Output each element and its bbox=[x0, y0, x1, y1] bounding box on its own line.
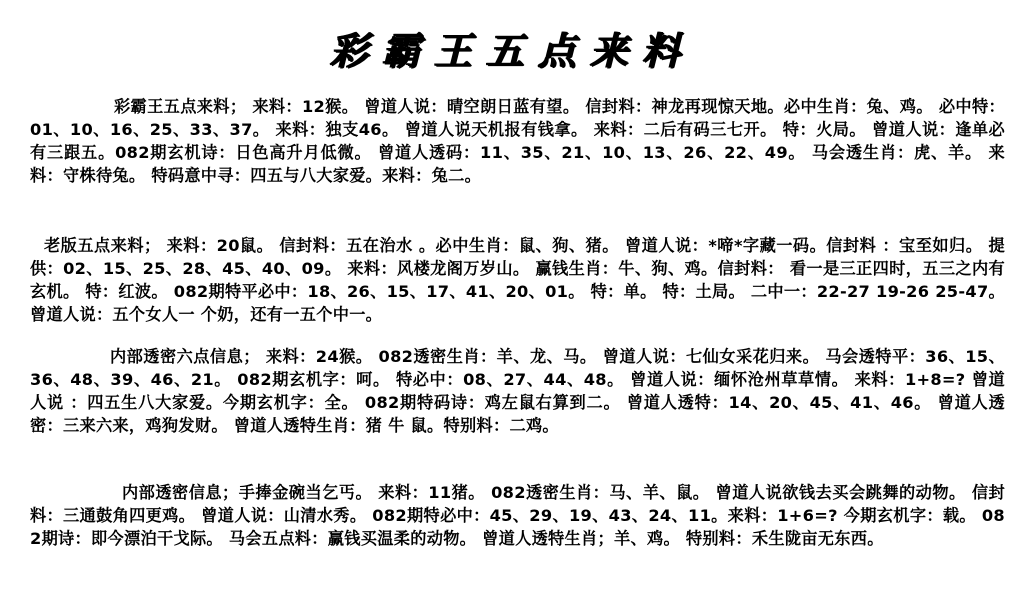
section-neibu-six bbox=[30, 345, 1005, 437]
page-title: 彩霸王五点来料 bbox=[329, 28, 694, 73]
section-paragraph: 内部透密信息；手捧金碗当乞丐。 来料：11猪。 082透密生肖：马、羊、鼠。 曾道人说欲钱去买会跳舞的动物。 信封料：三通鼓角四更鸡。 曾道人说：山清水秀。 082期特必中：45、29、19、43、24、11。来料：1+6=? 今期玄机字：载。 082期诗：即今漂泊干戈际。 马会五点料：赢钱买温柔的动物。 曾道人透特生肖；羊、鸡。 特别料：禾生陇亩无东西。 bbox=[30, 483, 1005, 548]
section-paragraph: 老版五点来料； 来料：20鼠。 信封料：五在治水 。必中生肖：鼠、狗、猪。 曾道人说：*啼*字藏一码。信封料 ：宝至如归。 提供：02、15、25、28、45、40、09。 来料：风楼龙阁万岁山。 赢钱生肖：牛、狗、鸡。信封料： 看一是三正四时，五三之内有玄机。 特：红波。 082期特平必中：18、26、15、17、41、20、01。 特：单。 特：土局。 二中一：22-27 19-26 25-47。 曾道人说：五个女人一 个奶，还有一五个中一。 bbox=[30, 236, 1005, 324]
section-paragraph: 内部透密六点信息； 来料：24猴。 082透密生肖：羊、龙、马。 曾道人说：七仙女采花归来。 马会透特平：36、15、36、48、39、46、21。 082期玄机字：呵。 特必中：08、27、44、48。 曾道人说：缅怀沧州草草情。 来料：1+8=? 曾道人说 ：四五生八大家爱。今期玄机字：全。 082期特码诗：鸡左鼠右算到二。 曾道人透特：14、20、45、41、46。 曾道人透密：三来六来，鸡狗发财。 曾道人透特生肖：猪 牛 鼠。特别料：二鸡。 bbox=[30, 347, 1005, 435]
section-caibawang bbox=[30, 95, 1005, 187]
section-laoban bbox=[30, 234, 1005, 326]
section-paragraph: 彩霸王五点来料； 来料：12猴。 曾道人说：晴空朗日蓝有望。 信封料：神龙再现惊天地。必中生肖：兔、鸡。 必中特：01、10、16、25、33、37。 来料：独支46。 曾道人说天机报有钱拿。 来料：二后有码三七开。 特：火局。 曾道人说：逢单必有三跟五。082期玄机诗：日色高升月低微。 曾道人透码：11、35、21、10、13、26、22、49。 马会透生肖：虎、羊。 来料：守株待兔。 特码意中寻：四五与八大家爱。来料：兔二。 bbox=[30, 97, 1005, 185]
section-neibu-info bbox=[30, 481, 1005, 550]
